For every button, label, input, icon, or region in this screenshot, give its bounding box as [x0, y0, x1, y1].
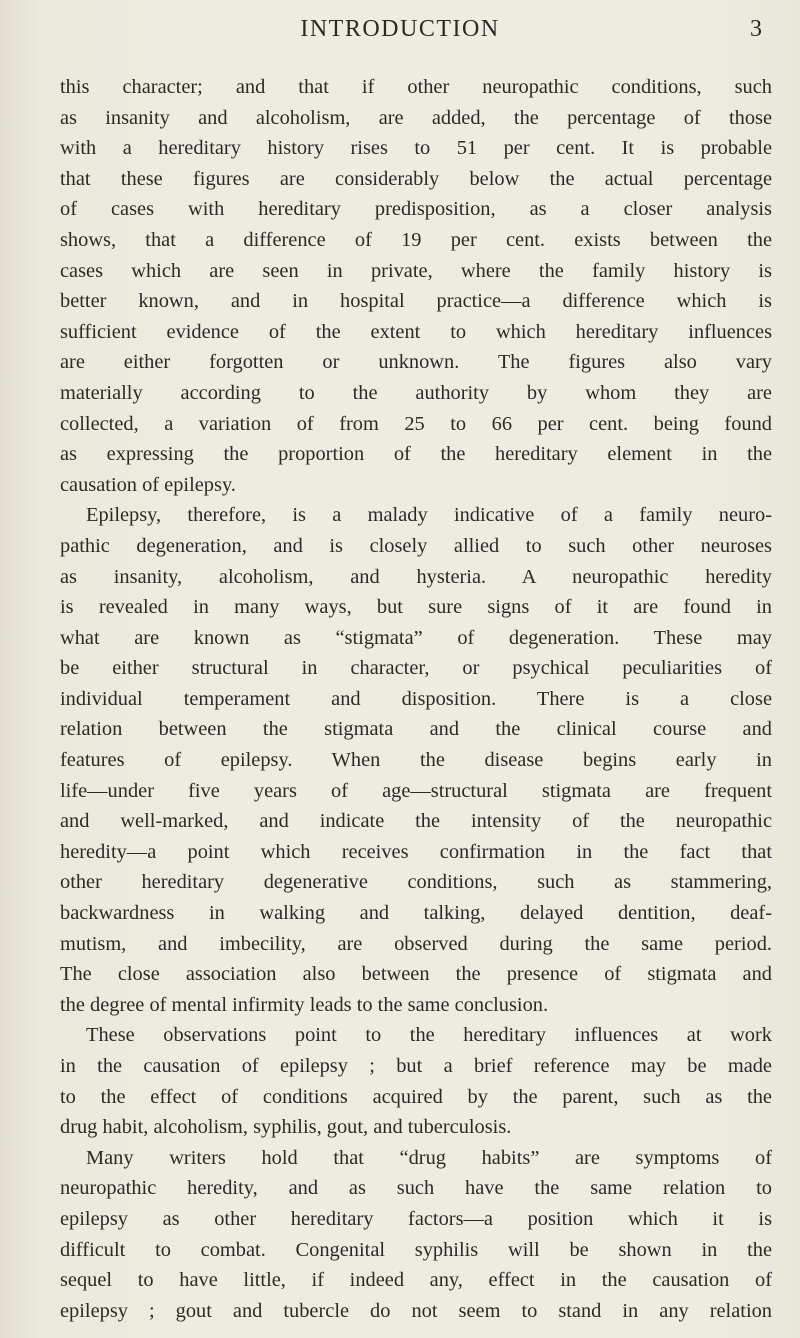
text-line: as insanity and alcoholism, are added, the percentage of those: [60, 106, 772, 129]
text-line: Epilepsy, therefore, is a malady indicative of a family neuro-: [86, 504, 772, 527]
text-line: collected, a variation of from 25 to 66 per cent. being found: [60, 412, 772, 435]
text-line: mutism, and imbecility, are observed during the same period.: [60, 932, 772, 955]
text-line: individual temperament and disposition. There is a close: [60, 687, 772, 710]
text-line: features of epilepsy. When the disease begins early in: [60, 749, 772, 772]
text-line: shows, that a difference of 19 per cent. exists between the: [60, 228, 772, 251]
text-line: with a hereditary history rises to 51 per cent. It is probable: [60, 137, 772, 160]
body-text: [60, 72, 772, 1326]
text-line: pathic degeneration, and is closely allied to such other neuroses: [60, 534, 772, 557]
text-line: are either forgotten or unknown. The figures also vary: [60, 351, 772, 374]
text-line: this character; and that if other neuropathic conditions, such: [60, 76, 772, 98]
text-line: causation of epilepsy.: [60, 473, 236, 496]
text-line: and well-marked, and indicate the intensity of the neuropathic: [60, 810, 772, 833]
text-line: difficult to combat. Congenital syphilis will be shown in the: [60, 1238, 772, 1261]
text-line: is revealed in many ways, but sure signs of it are found in: [60, 596, 772, 619]
running-head: [0, 16, 800, 56]
page-number: 3: [750, 16, 762, 42]
paragraph: [60, 1143, 772, 1327]
text-line: Many writers hold that “drug habits” are symptoms of: [86, 1146, 772, 1169]
text-line: what are known as “stigmata” of degeneration. These may: [60, 626, 772, 649]
text-line: epilepsy as other hereditary factors—a position which it is: [60, 1207, 772, 1230]
text-line: cases which are seen in private, where the family history is: [60, 259, 772, 282]
text-line: as expressing the proportion of the hereditary element in the: [60, 443, 772, 466]
text-line: materially according to the authority by whom they are: [60, 381, 772, 404]
text-line: sufficient evidence of the extent to which hereditary influences: [60, 320, 772, 343]
text-line: the degree of mental infirmity leads to the same conclusion.: [60, 993, 549, 1016]
text-line: other hereditary degenerative conditions, such as stammering,: [60, 871, 772, 894]
text-line: better known, and in hospital practice—a difference which is: [60, 290, 772, 313]
text-line: in the causation of epilepsy ; but a brief reference may be made: [60, 1055, 772, 1077]
text-line: These observations point to the hereditary influences at work: [86, 1024, 772, 1047]
running-head-title: INTRODUCTION: [300, 16, 500, 42]
text-line: epilepsy ; gout and tubercle do not seem to stand in any relation: [60, 1299, 772, 1322]
text-line: relation between the stigmata and the clinical course and: [60, 718, 772, 741]
text-line: life—under five years of age—structural stigmata are frequent: [60, 779, 772, 802]
text-line: to the effect of conditions acquired by the parent, such as the: [60, 1085, 772, 1108]
text-line: be either structural in character, or psychical peculiarities of: [60, 657, 772, 680]
text-line: of cases with hereditary predisposition, as a closer analysis: [60, 198, 772, 221]
text-line: backwardness in walking and talking, delayed dentition, deaf-: [60, 902, 772, 925]
text-line: neuropathic heredity, and as such have the same relation to: [60, 1177, 772, 1200]
text-line: sequel to have little, if indeed any, effect in the causation of: [60, 1269, 772, 1292]
paragraph: [60, 500, 772, 1020]
text-line: heredity—a point which receives confirmation in the fact that: [60, 840, 772, 863]
text-line: that these figures are considerably below the actual percentage: [60, 167, 772, 190]
text-line: The close association also between the presence of stigmata and: [60, 963, 772, 986]
paragraph: [60, 1020, 772, 1142]
text-line: drug habit, alcoholism, syphilis, gout, and tuberculosis.: [60, 1116, 512, 1139]
paragraph: [60, 72, 772, 500]
text-line: as insanity, alcoholism, and hysteria. A neuropathic heredity: [60, 565, 772, 588]
